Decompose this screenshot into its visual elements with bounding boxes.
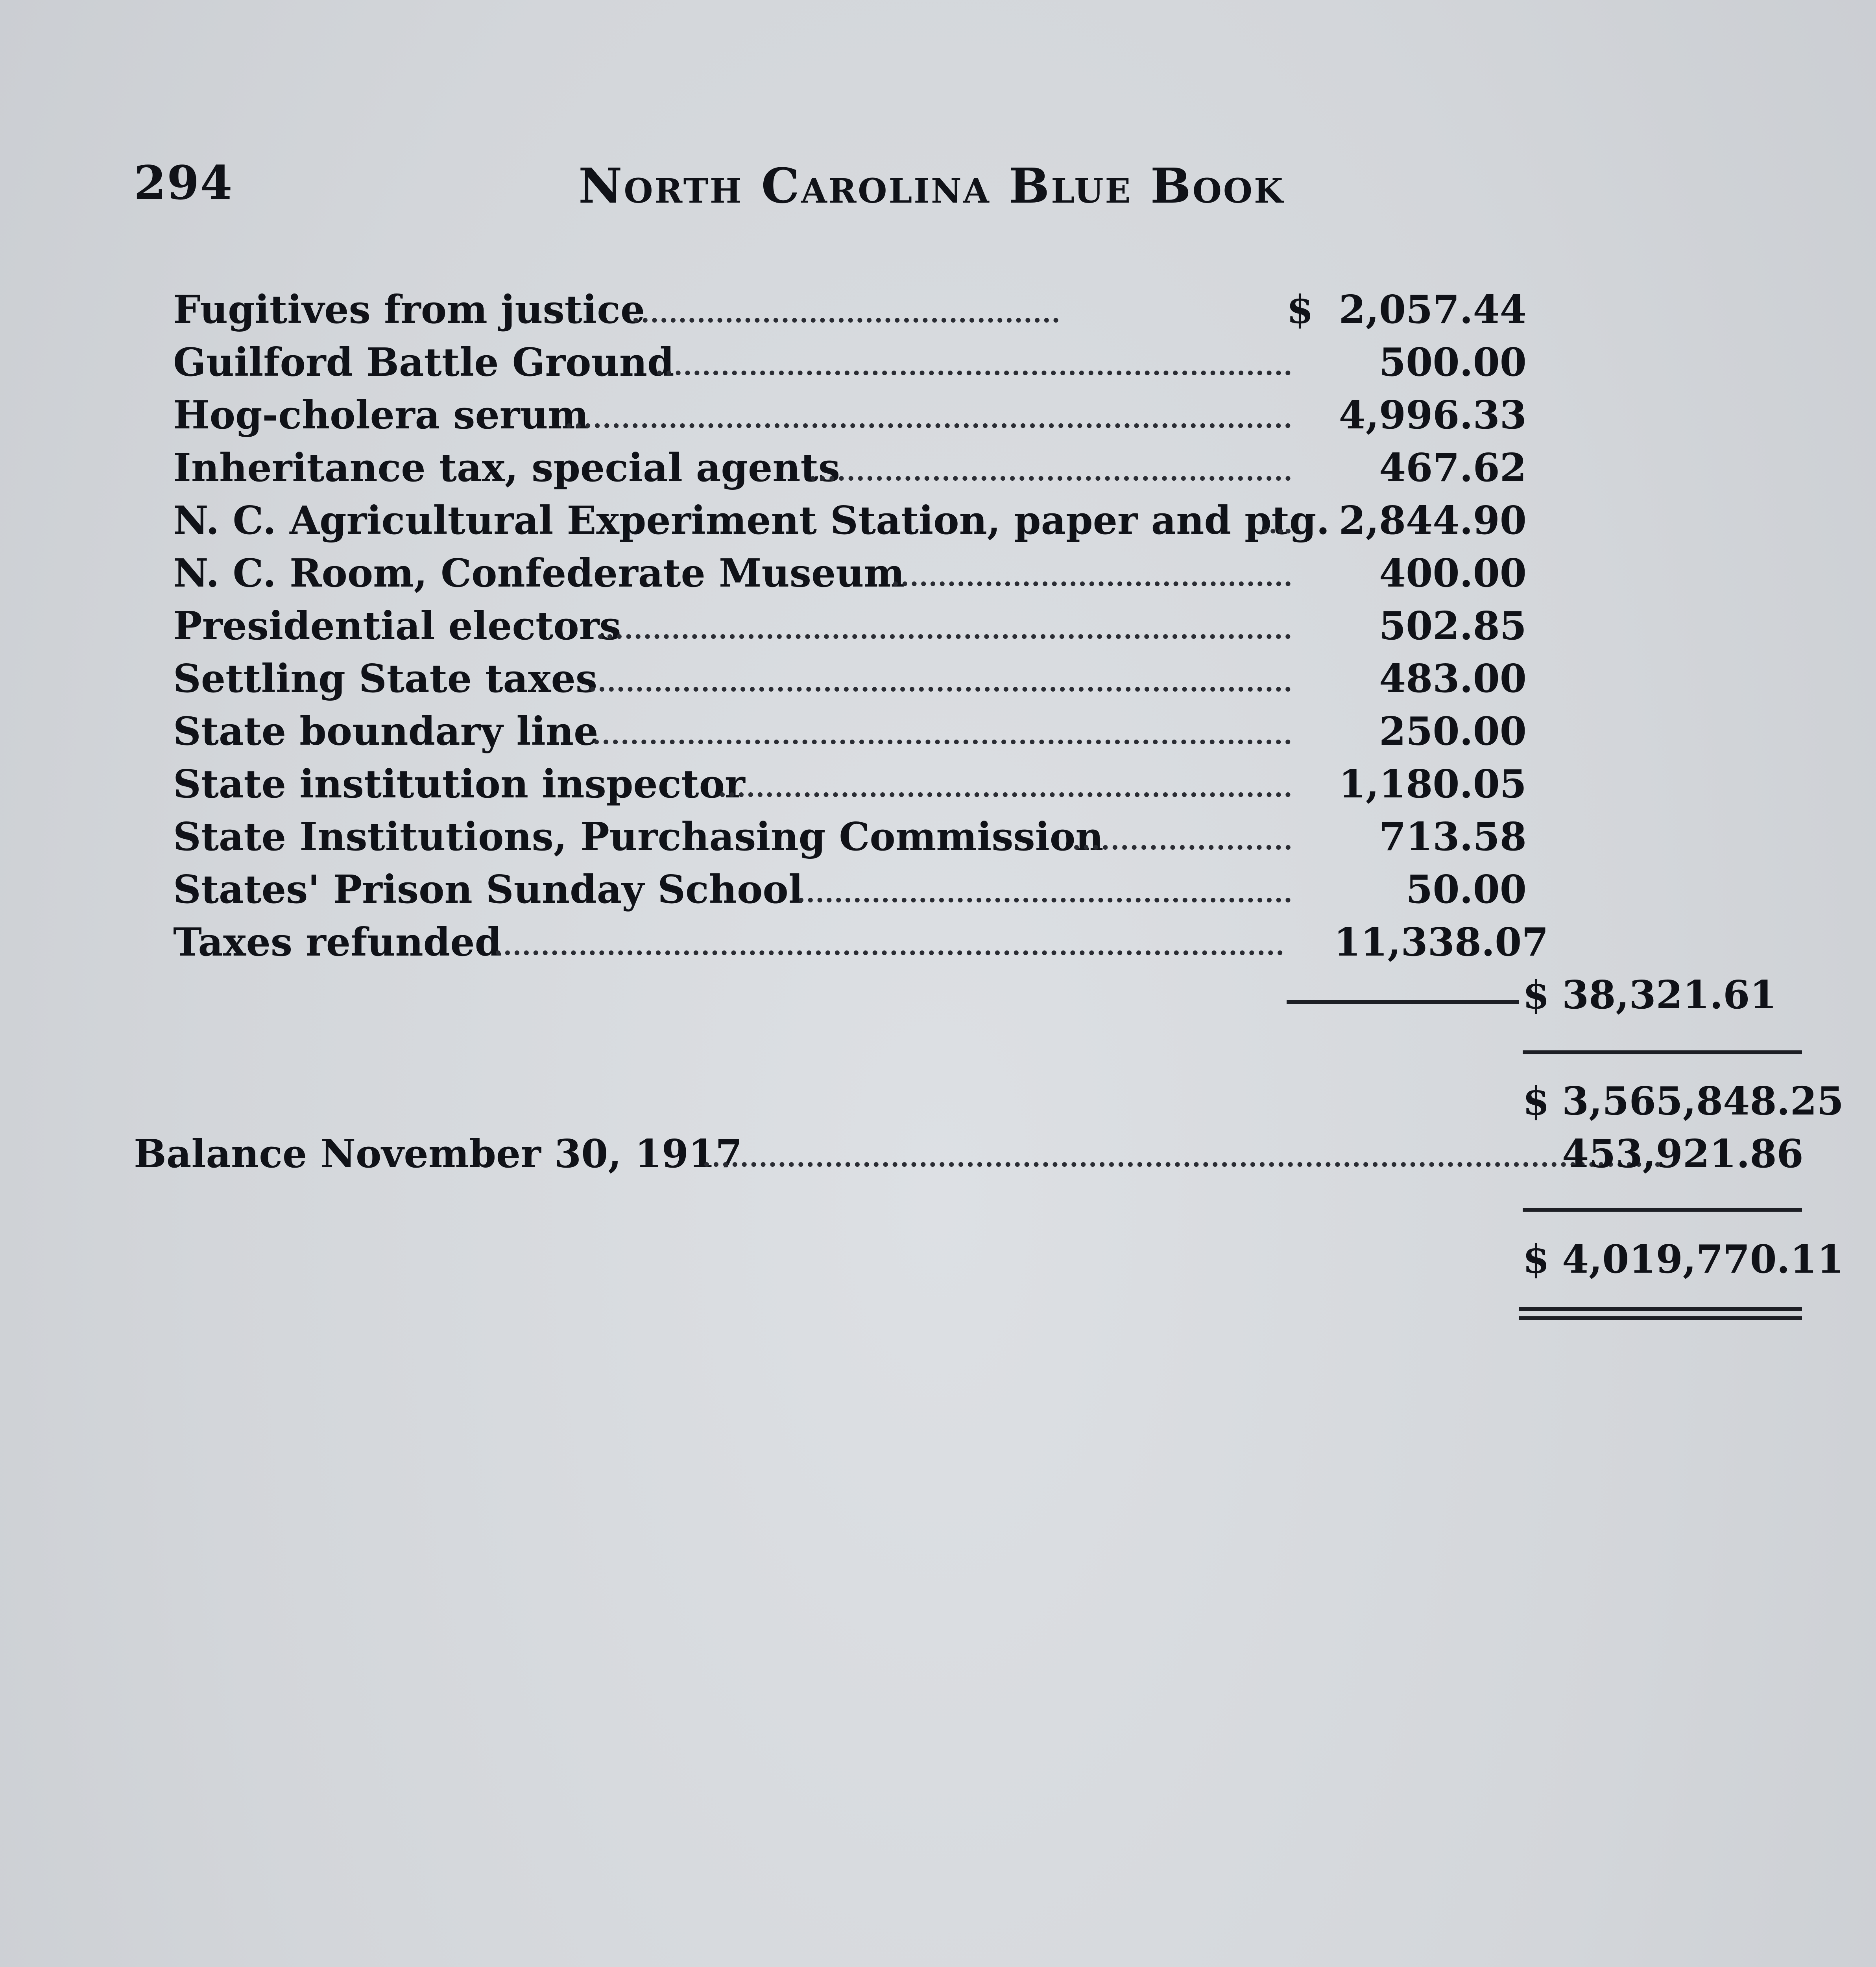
item-amount: 50.00: [1406, 867, 1527, 912]
grand-total-amount: 4,019,770.11: [1562, 1237, 1844, 1282]
dot-leader: [590, 687, 1291, 692]
ledger-row: [173, 498, 1527, 551]
ledger-row: [173, 762, 1527, 814]
ledger-row: [173, 814, 1527, 867]
item-label: N. C. Room, Confederate Museum: [173, 551, 905, 596]
item-label: State institution inspector: [173, 762, 745, 807]
dot-leader: [496, 950, 1283, 955]
item-amount: 400.00: [1379, 551, 1527, 596]
dollar-sign: $: [1523, 1079, 1550, 1124]
subtotal-row: [1523, 972, 1814, 1025]
item-amount: 502.85: [1379, 603, 1527, 649]
total-rule: [1523, 1050, 1802, 1054]
item-amount: 713.58: [1379, 814, 1527, 860]
running-total-row: [1523, 1079, 1844, 1131]
page-number: 294: [134, 155, 233, 210]
item-label: Inheritance tax, special agents: [173, 445, 840, 491]
item-label: N. C. Agricultural Experiment Station, paper and ptg.: [173, 498, 1330, 543]
item-amount: 483.00: [1379, 656, 1527, 701]
item-amount: 4,996.33: [1339, 393, 1527, 438]
dollar-sign: $: [1523, 972, 1550, 1018]
dot-leader: [1263, 529, 1291, 533]
dot-leader: [811, 476, 1291, 481]
dollar-sign: $: [1523, 1237, 1550, 1282]
item-amount: 467.62: [1379, 445, 1527, 491]
dot-leader: [598, 634, 1291, 639]
double-rule: [1519, 1307, 1802, 1320]
subtotal-rule: [1287, 1000, 1519, 1004]
dot-leader: [799, 898, 1291, 902]
ledger-row: [173, 551, 1527, 603]
total-rule: [1523, 1208, 1802, 1212]
ledger-row: [173, 867, 1527, 920]
dot-leader: [657, 371, 1291, 375]
ledger-row: [173, 709, 1527, 762]
dot-leader: [704, 1162, 1660, 1167]
item-amount: 500.00: [1379, 340, 1527, 385]
running-total-amount: 3,565,848.25: [1562, 1079, 1844, 1124]
subtotal-amount: 38,321.61: [1562, 972, 1777, 1018]
ledger-row: [173, 603, 1527, 656]
item-label: Guilford Battle Ground: [173, 340, 674, 385]
dollar-sign: $: [1287, 287, 1314, 332]
dot-leader: [594, 740, 1291, 744]
balance-row: [134, 1131, 1814, 1184]
ledger-row: [173, 393, 1527, 445]
ledger-row: [173, 445, 1527, 498]
balance-label: Balance November 30, 1917: [134, 1131, 742, 1177]
item-amount: 1,180.05: [1339, 762, 1527, 807]
item-amount: 250.00: [1379, 709, 1527, 754]
item-label: Presidential electors: [173, 603, 621, 649]
ledger-row: [173, 287, 1527, 340]
item-label: State Institutions, Purchasing Commission: [173, 814, 1104, 860]
grand-total-row: [1523, 1237, 1844, 1290]
item-label: States' Prison Sunday School: [173, 867, 803, 912]
dot-leader: [720, 792, 1291, 797]
ledger-row: [173, 920, 1549, 972]
item-label: Settling State taxes: [173, 656, 597, 701]
item-amount: 2,844.90: [1339, 498, 1527, 543]
item-amount: 11,338.07: [1334, 920, 1549, 965]
item-label: State boundary line: [173, 709, 598, 754]
item-label: Fugitives from justice: [173, 287, 645, 332]
item-amount: 2,057.44: [1339, 287, 1527, 332]
item-label: Taxes refunded: [173, 920, 502, 965]
ledger-row: [173, 656, 1527, 709]
dot-leader: [1074, 845, 1291, 850]
dot-leader: [893, 581, 1291, 586]
item-label: Hog-cholera serum: [173, 393, 589, 438]
balance-amount: 453,921.86: [1562, 1131, 1804, 1177]
running-head: North Carolina Blue Book: [578, 157, 1285, 214]
dot-leader: [567, 423, 1291, 428]
dot-leader: [633, 318, 1058, 323]
ledger-row: [173, 340, 1527, 393]
